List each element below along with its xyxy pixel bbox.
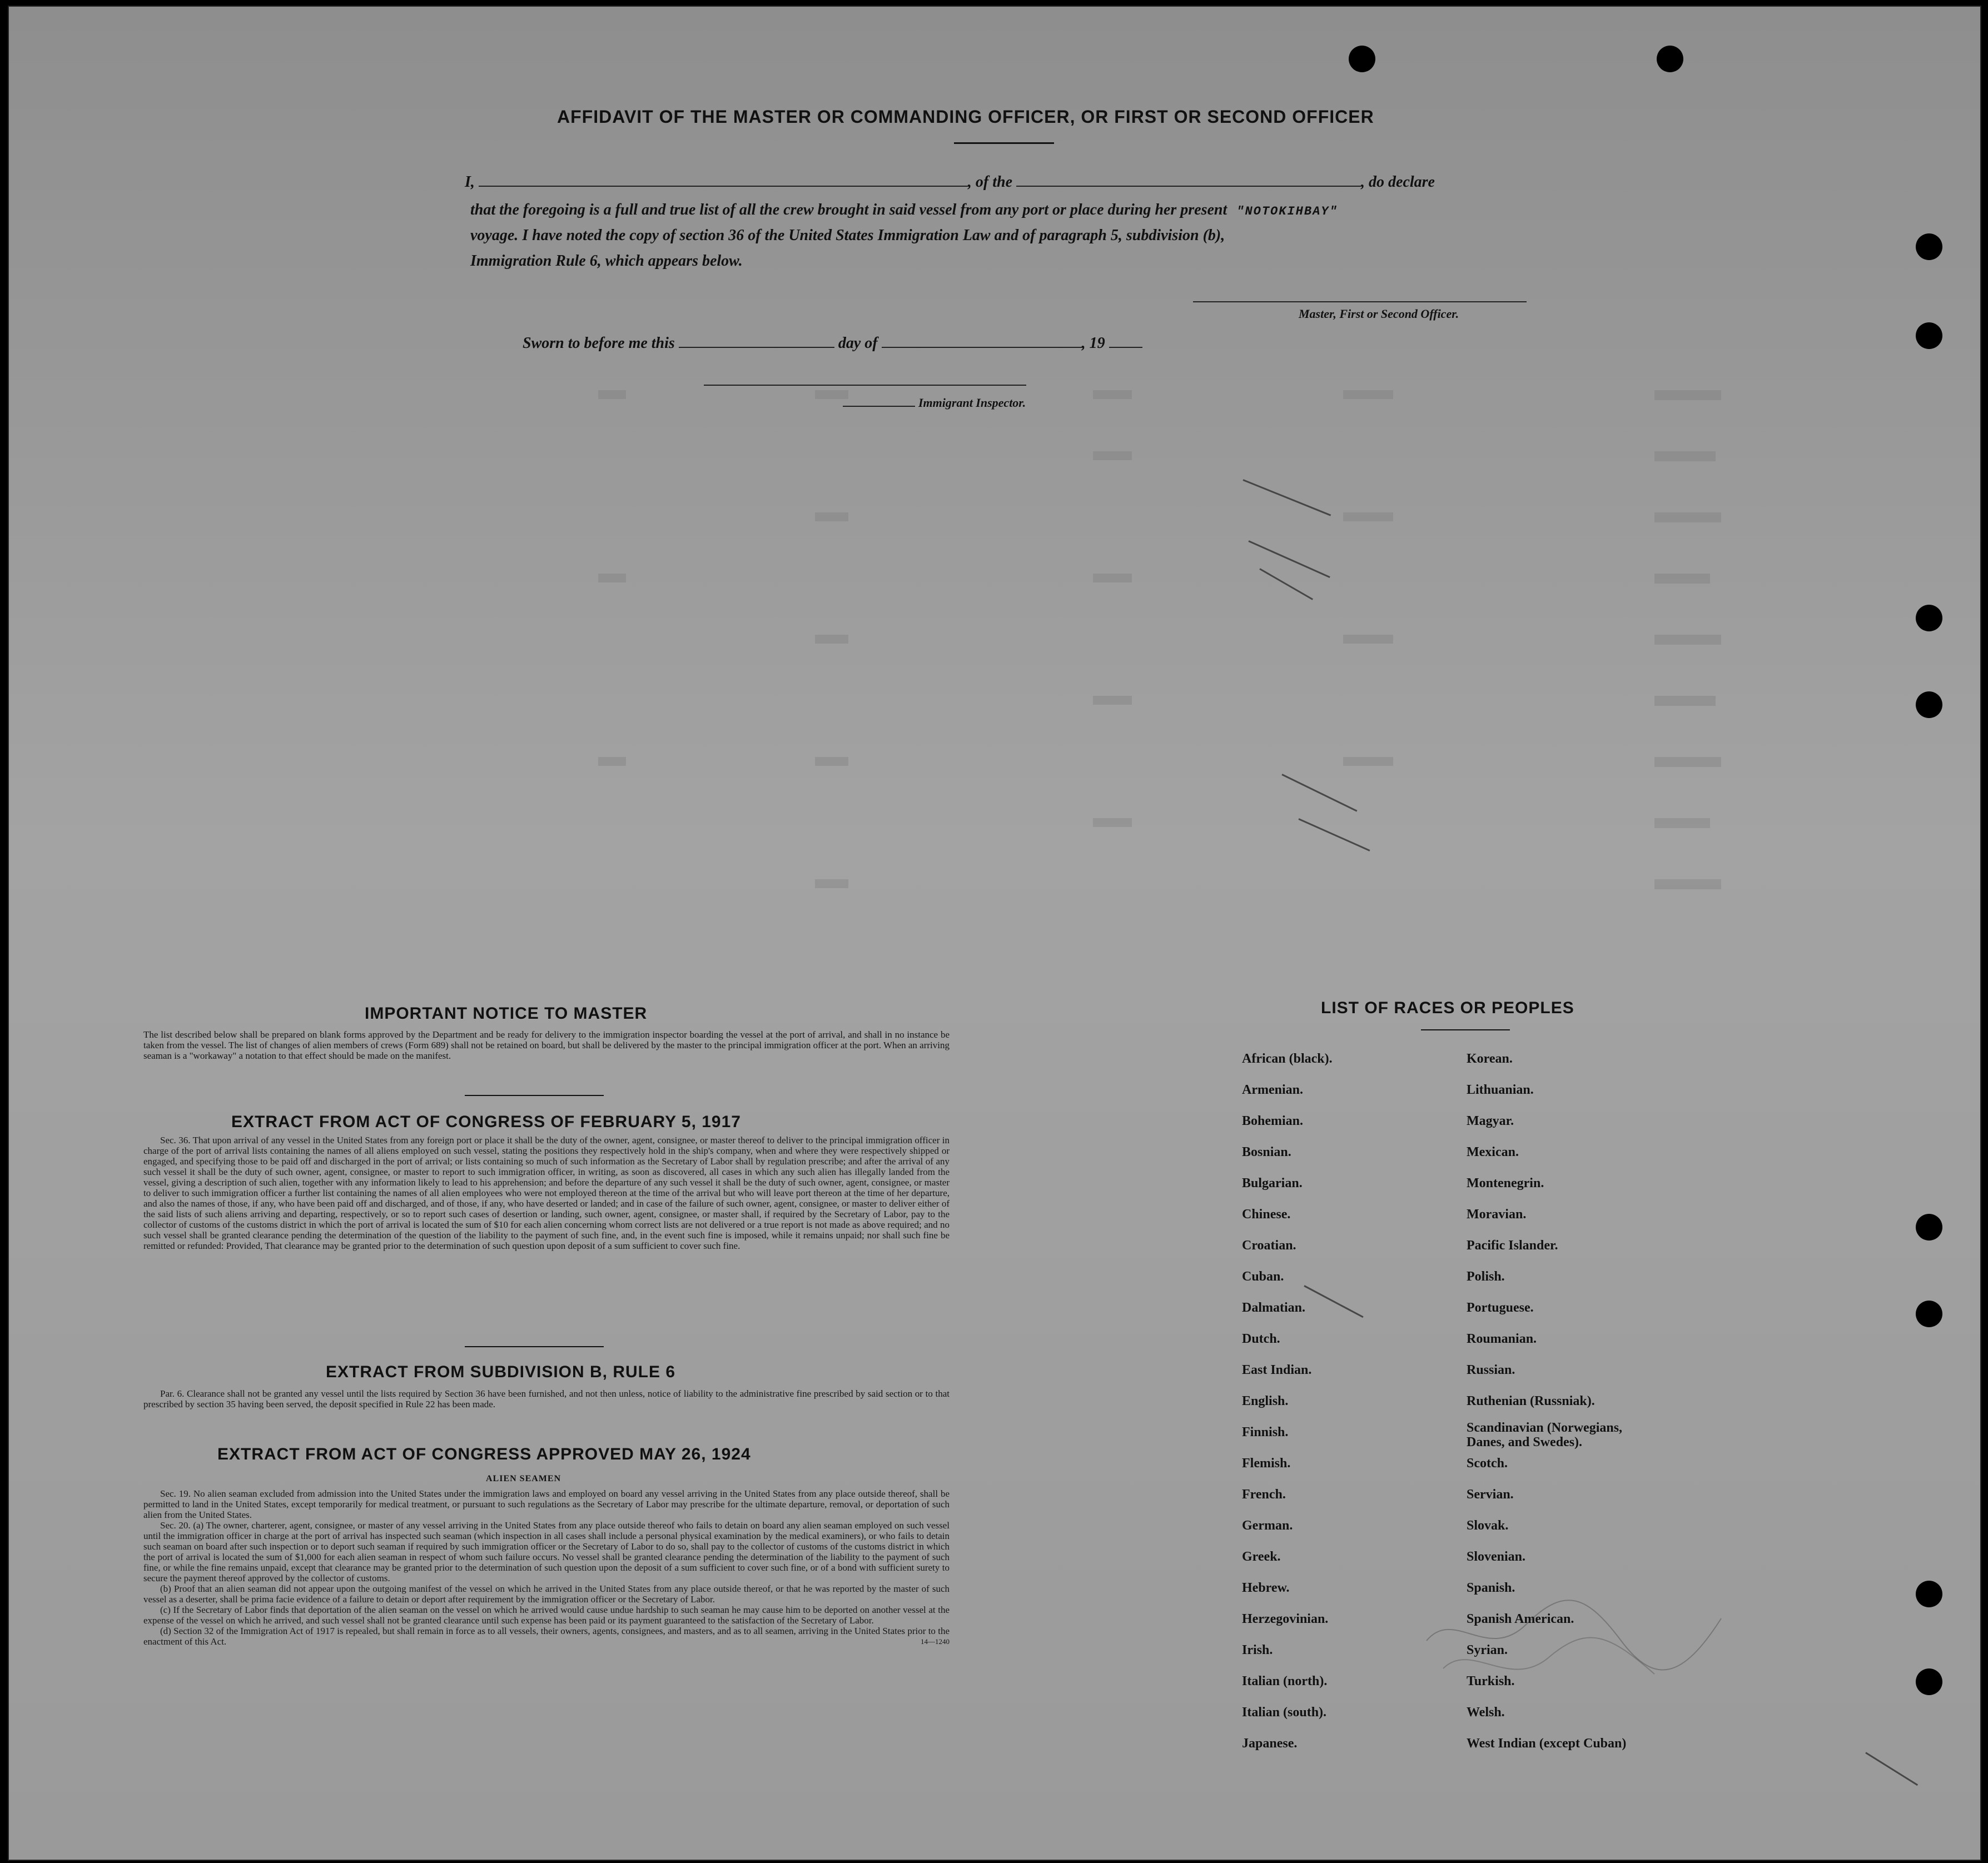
race-item: Dutch. [1242, 1332, 1280, 1346]
race-item: Cuban. [1242, 1269, 1284, 1284]
extract-1924-title: EXTRACT FROM ACT OF CONGRESS APPROVED MAY 26, 1924 [217, 1445, 751, 1463]
pencil-mark [1304, 1285, 1363, 1318]
race-item: Herzegovinian. [1242, 1612, 1329, 1626]
inspector-label: Immigrant Inspector. [843, 396, 1026, 410]
sworn-line [523, 335, 1142, 352]
race-item: Irish. [1242, 1643, 1273, 1657]
officer-name-field[interactable] [479, 186, 968, 187]
sec-19-text: Sec. 19. No alien seaman excluded from admission into the United States under the immigration laws and employed on board any vessel arriving in the United States from any place outside thereof, shall be permitted to land in the United States, except temporarily for medical treatment, or pursuant to such regulations as the Secretary of Labor may prescribe for the ultimate departure, removal, or deportation of such alien from the United States. [143, 1488, 950, 1520]
affidavit-declare-label: , do declare [1361, 173, 1435, 191]
affidavit-line-3: voyage. I have noted the copy of section 36 of the United States Immigration Law and of paragraph 5, subdivision (b), [470, 227, 1225, 244]
race-item: Spanish. [1467, 1581, 1515, 1595]
race-item: Polish. [1467, 1269, 1505, 1284]
race-item: Italian (south). [1242, 1705, 1327, 1720]
master-signature-label: Master, First or Second Officer. [1299, 307, 1459, 321]
sec-20c-text: (c) If the Secretary of Labor finds that deportation of the alien seaman on the vessel on which he arrived would cause undue hardship to such seaman he may cause him to be deported on another vessel at the expense of the vessel on which he arrived, and such vessel shall not be granted clearance until such expense has been paid or its payment guaranteed to the satisfaction of the Secretary of Labor. [143, 1605, 950, 1626]
race-item: German. [1242, 1518, 1293, 1533]
document-page [8, 6, 1981, 1861]
notice-text: The list described below shall be prepared on blank forms approved by the Department and be ready for delivery to the immigration inspector boarding the vessel at the port of arrival, and shall in no instance be taken from the vessel. The list of changes of alien members of crews (Form 689) shall not be retained on board, but shall be delivered by the master to the principal immigration officer at the port. When an arriving seaman is a "workaway" a notation to that effect should be made on the manifest. [143, 1029, 950, 1061]
punch-hole [1916, 605, 1942, 631]
race-item: Slovenian. [1467, 1550, 1526, 1564]
race-item: Magyar. [1467, 1114, 1514, 1128]
affidavit-line-1 [465, 173, 1435, 191]
race-item: Finnish. [1242, 1425, 1289, 1439]
race-item: Syrian. [1467, 1643, 1508, 1657]
extract-1924-body [143, 1488, 950, 1647]
divider [1421, 1029, 1510, 1030]
form-number: 14—1240 [921, 1637, 950, 1646]
notice-title: IMPORTANT NOTICE TO MASTER [365, 1004, 648, 1023]
extract-rule6-text: Par. 6. Clearance shall not be granted any vessel until the lists required by Section 36 have been furnished, and not then unless, notice of liability to the administrative fine prescribed by said section or to that prescribed by section 35 having been served, the deposit specified in Rule 22 has been made. [143, 1388, 950, 1409]
races-title: LIST OF RACES OR PEOPLES [1321, 999, 1574, 1017]
race-item: Bulgarian. [1242, 1176, 1303, 1190]
race-item: Russian. [1467, 1363, 1515, 1377]
race-item: West Indian (except Cuban) [1467, 1736, 1627, 1751]
punch-hole [1916, 1581, 1942, 1607]
vessel-name-field[interactable] [1016, 186, 1361, 187]
master-signature-line[interactable] [1193, 301, 1527, 302]
affidavit-line-2: that the foregoing is a full and true list of all the crew brought in said vessel from any port or place during her present "NOTOKIHBAY" [470, 201, 1338, 218]
race-item: Greek. [1242, 1550, 1281, 1564]
punch-hole [1657, 46, 1683, 72]
pencil-scribble [1421, 1574, 1732, 1718]
race-item: Portuguese. [1467, 1301, 1534, 1315]
race-item: Moravian. [1467, 1207, 1527, 1222]
race-item: Hebrew. [1242, 1581, 1290, 1595]
title-underline [954, 142, 1054, 144]
race-item: Dalmatian. [1242, 1301, 1305, 1315]
pencil-mark [1865, 1752, 1918, 1786]
race-item: Servian. [1467, 1487, 1514, 1502]
race-item: Roumanian. [1467, 1332, 1537, 1346]
year-label: , 19 [1081, 335, 1105, 352]
affidavit-of-the-label: , of the [967, 173, 1013, 191]
race-item: Spanish American. [1467, 1612, 1574, 1626]
punch-hole [1916, 691, 1942, 718]
race-item: Scandinavian (Norwegians, Danes, and Swedes). [1467, 1421, 1623, 1449]
sworn-month-field[interactable] [882, 347, 1082, 348]
race-item: Mexican. [1467, 1145, 1519, 1159]
sworn-label: Sworn to before me this [523, 335, 675, 352]
extract-1917-text: Sec. 36. That upon arrival of any vessel in the United States from any foreign port or place it shall be the duty of the owner, agent, consignee, or master thereof to deliver to the principal immigration officer in charge of the port of arrival lists containing the names of all aliens employed on such vessel, stating the positions they respectively hold in the ship's company, when and where they were respectively shipped or engaged, and specifying those to be paid off and discharged in the port of arrival; or lists containing so much of such information as the Secretary of Labor shall by regulation prescribe; and after the arrival of any such vessel it shall be the duty of such owner, agent, consignee, or master to report to such immigration officer, in writing, as soon as discovered, all cases in which any such alien has illegally landed from the vessel, giving a description of such alien, together with any information likely to lead to his apprehension; and before the departure of any such vessel it shall be the duty of such owner, agent, consignee, or master to deliver to such immigration officer a further list containing the names of all alien employees who were not employed thereon at the time of the arrival but who will leave port thereon at the time of her departure, and also the names of those, if any, who have been paid off and discharged, and of those, if any, who have deserted or landed; and in case of the failure of such owner, agent, consignee, or master to deliver either of the said lists of such aliens arriving and departing, respectively, or so to report such cases of desertion or landing, such owner, agent, consignee, or master shall, if required by the Secretary of Labor, pay to the collector of customs of the customs district in which the port of arrival is located the sum of $10 for each alien concerning whom correct lists are not delivered or a true report is not made as above required; and no such vessel shall be granted clearance pending the determination of the question of the liability to the payment of such fine, and, in the event such fine is imposed, while it remains unpaid; nor shall such fine be remitted or refunded: Provided, That clearance may be granted prior to the determination of such question upon deposit of a sum sufficient to cover such fine. [143, 1135, 950, 1251]
race-item: Korean. [1467, 1052, 1513, 1066]
race-item: Pacific Islander. [1467, 1238, 1558, 1253]
alien-seamen-subtitle: ALIEN SEAMEN [486, 1474, 561, 1483]
race-item: Lithuanian. [1467, 1083, 1534, 1097]
vessel-stamp: "NOTOKIHBAY" [1236, 205, 1338, 218]
sworn-day-field[interactable] [679, 347, 834, 348]
race-item: English. [1242, 1394, 1289, 1408]
race-item: Ruthenian (Russniak). [1467, 1394, 1595, 1408]
punch-hole [1916, 1301, 1942, 1327]
extract-rule6-title: EXTRACT FROM SUBDIVISION B, RULE 6 [326, 1363, 676, 1381]
affidavit-i-label: I, [465, 173, 475, 191]
divider [465, 1346, 604, 1347]
race-item: Montenegrin. [1467, 1176, 1544, 1190]
sec-20a-text: Sec. 20. (a) The owner, charterer, agent, consignee, or master of any vessel arriving in the United States from any place outside thereof who fails to detain on board any alien seaman employed on such vessel until the immigration officer in charge at the port of arrival has inspected such seaman (which inspection in all cases shall include a personal physical examination by the medical examiners), or who fails to detain such seaman on board after such inspection or to deport such seaman if required by such immigration officer or the Secretary of Labor to do so, shall pay to the collector of customs of the customs district in which the port of arrival is located the sum of $1,000 for each alien seaman in respect of whom such failure occurs. No vessel shall be granted clearance pending the determination of the liability to the payment of such fine, or while the fine remains unpaid, except that clearance may be granted prior to the determination of such question upon the deposit of a sum sufficient to cover such fine, or of a bond with sufficient surety to secure the payment thereof approved by the collector of customs. [143, 1520, 950, 1583]
extract-1917-title: EXTRACT FROM ACT OF CONGRESS OF FEBRUARY 5, 1917 [231, 1113, 741, 1131]
day-of-label: day of [838, 335, 878, 352]
sec-20d-text: (d) Section 32 of the Immigration Act of 1917 is repealed, but shall remain in force as to all vessels, their owners, agents, consignees, and masters, and as to all seamen, arriving in the United States prior to the enactment of this Act. 14—1240 [143, 1626, 950, 1647]
race-item: Flemish. [1242, 1456, 1291, 1471]
punch-hole [1916, 1214, 1942, 1241]
race-item: French. [1242, 1487, 1286, 1502]
race-item: Chinese. [1242, 1207, 1291, 1222]
punch-hole [1349, 46, 1375, 72]
race-item: Scotch. [1467, 1456, 1508, 1471]
race-item: Italian (north). [1242, 1674, 1328, 1688]
affidavit-line-4: Immigration Rule 6, which appears below. [470, 252, 743, 270]
race-item: Bohemian. [1242, 1114, 1304, 1128]
race-item: Bosnian. [1242, 1145, 1291, 1159]
affidavit-title: AFFIDAVIT OF THE MASTER OR COMMANDING OFFICER, OR FIRST OR SECOND OFFICER [557, 107, 1374, 127]
inspector-signature-line[interactable] [704, 385, 1026, 386]
race-item: Turkish. [1467, 1674, 1515, 1688]
punch-hole [1916, 233, 1942, 260]
race-item: African (black). [1242, 1052, 1333, 1066]
race-item: Japanese. [1242, 1736, 1298, 1751]
race-item: Armenian. [1242, 1083, 1303, 1097]
divider [465, 1095, 604, 1096]
sworn-year-field[interactable] [1109, 347, 1142, 348]
punch-hole [1916, 1668, 1942, 1695]
bleed-through-marks [287, 379, 1899, 990]
race-item: East Indian. [1242, 1363, 1312, 1377]
race-item: Slovak. [1467, 1518, 1509, 1533]
race-item: Welsh. [1467, 1705, 1505, 1720]
punch-hole [1916, 322, 1942, 349]
race-item: Croatian. [1242, 1238, 1296, 1253]
sec-20b-text: (b) Proof that an alien seaman did not appear upon the outgoing manifest of the vessel on which he arrived in the United States from any place outside thereof, or that he was reported by the master of such vessel as a deserter, shall be prima facie evidence of a failure to detain or deport after requirement by the immigration officer or the Secretary of Labor. [143, 1583, 950, 1605]
